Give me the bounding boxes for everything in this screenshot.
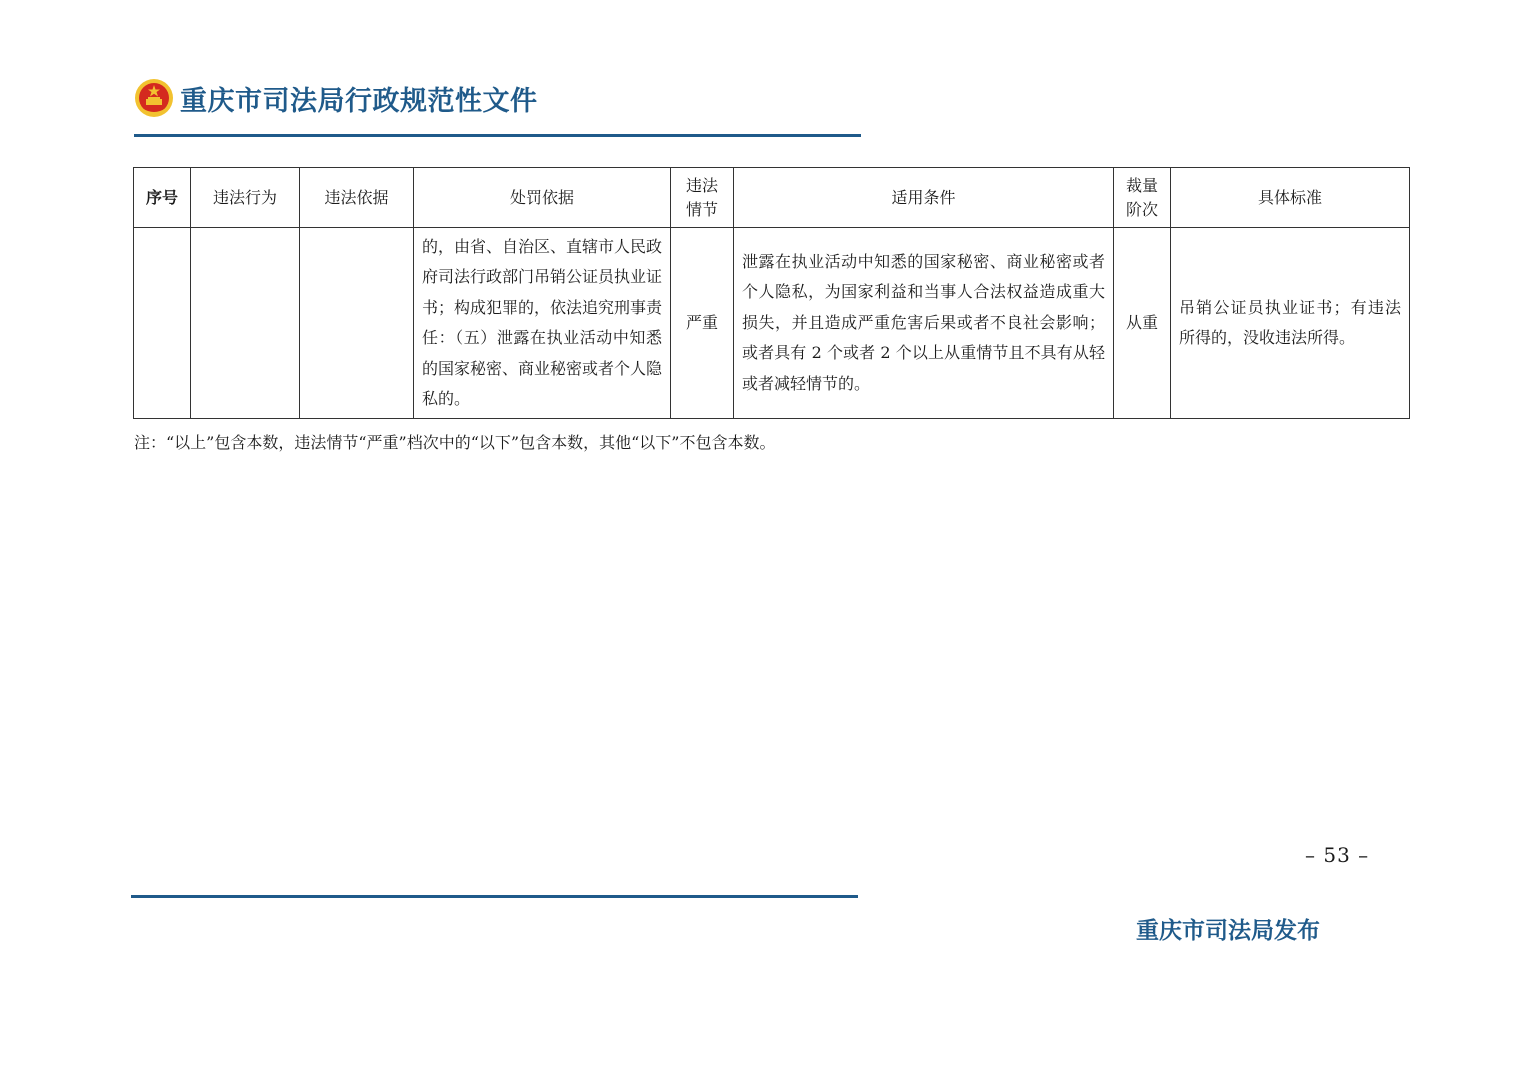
cell-seq [134,228,191,419]
cell-level: 从重 [1114,228,1171,419]
footer-publisher: 重庆市司法局发布 [1136,918,1320,944]
cell-penalty-basis [414,228,671,419]
column-header-circumstance [671,168,734,228]
document-header [134,78,538,118]
page-number: – 53 – [1305,843,1370,867]
cell-condition [734,228,1114,419]
national-emblem-icon [134,78,174,118]
cell-basis [300,228,414,419]
cell-behavior [191,228,300,419]
header-divider [134,134,861,137]
table-header-row [134,168,1410,228]
column-header-behavior: 违法行为 [191,168,300,228]
column-header-standard: 具体标准 [1171,168,1410,228]
column-header-condition: 适用条件 [734,168,1114,228]
standard-text: 吊销公证员执业证书；有违法所得的，没收违法所得。 [1179,297,1401,347]
condition-text: 泄露在执业活动中知悉的国家秘密、商业秘密或者个人隐私，为国家利益和当事人合法权益造成重大损失，并且造成严重危害后果或者不良社会影响；或者具有 2 个或者 2 个以上从重情节且不具有从轻或者减轻情节的。 [742,251,1105,393]
column-header-seq: 序号 [134,168,191,228]
column-header-level-line1: 裁量 [1125,175,1158,195]
column-header-penalty-basis: 处罚依据 [414,168,671,228]
footer-divider [131,895,858,898]
document-header-title: 重庆市司法局行政规范性文件 [180,85,538,117]
table-row [134,228,1410,419]
penalty-basis-text: 的，由省、自治区、直辖市人民政府司法行政部门吊销公证员执业证书；构成犯罪的，依法追究刑事责任：（五）泄露在执业活动中知悉的国家秘密、商业秘密或者个人隐私的。 [422,236,663,408]
cell-circumstance: 严重 [671,228,734,419]
column-header-circumstance-line1: 违法 [685,175,718,195]
column-header-basis: 违法依据 [300,168,414,228]
column-header-level [1114,168,1171,228]
cell-standard [1171,228,1410,419]
column-header-circumstance-line2: 情节 [685,199,718,219]
table-footnote: 注：“以上”包含本数，违法情节“严重”档次中的“以下”包含本数，其他“以下”不包含本数。 [134,433,776,452]
column-header-level-line2: 阶次 [1125,199,1158,219]
penalty-standards-table [133,167,1410,419]
